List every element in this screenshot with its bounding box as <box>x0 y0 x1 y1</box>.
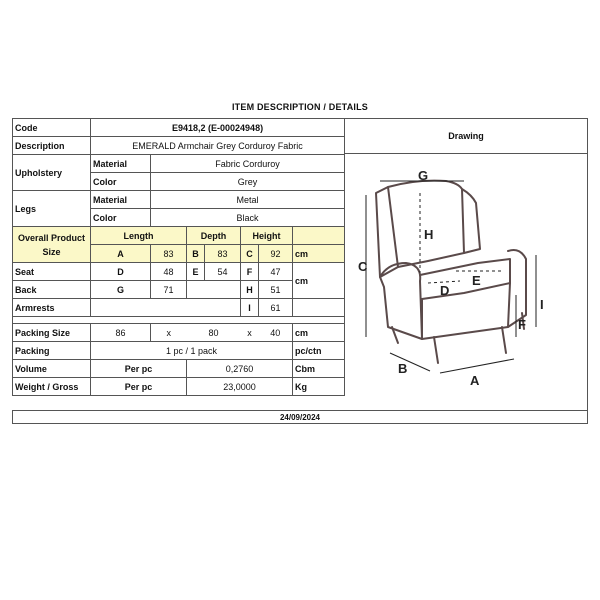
code-i: I <box>241 299 259 317</box>
seat-label: Seat <box>13 263 91 281</box>
overall-size-label: Overall Product Size <box>13 227 91 263</box>
packing-size-row <box>13 324 345 342</box>
back-label: Back <box>13 281 91 299</box>
packing-size-unit: cm <box>293 324 345 342</box>
legs-color-label: Color <box>91 209 151 227</box>
armrests-blank <box>91 299 241 317</box>
chair-seat <box>420 259 510 299</box>
code-f: F <box>241 263 259 281</box>
drawing-panel <box>344 118 588 424</box>
chair-leg-front-right <box>502 327 506 353</box>
value-c: 92 <box>259 245 293 263</box>
depth-header: Depth <box>187 227 241 245</box>
spacer-row <box>13 317 345 324</box>
letter-h: H <box>424 227 434 242</box>
legs-color-value: Black <box>151 209 345 227</box>
drawing-title: Drawing <box>344 119 588 154</box>
height-header: Height <box>241 227 293 245</box>
letter-a: A <box>470 373 480 388</box>
page-title: ITEM DESCRIPTION / DETAILS <box>231 102 369 112</box>
description-row <box>13 137 345 155</box>
letter-f: F <box>518 317 526 332</box>
code-h: H <box>241 281 259 299</box>
value-h: 51 <box>259 281 293 299</box>
description-value: EMERALD Armchair Grey Corduroy Fabric <box>91 137 345 155</box>
value-e: 54 <box>205 263 241 281</box>
upholstery-label: Upholstery <box>13 155 91 191</box>
packing-value: 1 pc / 1 pack <box>91 342 293 360</box>
code-c: C <box>241 245 259 263</box>
legs-label: Legs <box>13 191 91 227</box>
armchair-drawing <box>358 167 572 407</box>
spec-table <box>12 118 345 396</box>
letter-d: D <box>440 283 450 298</box>
letter-e: E <box>472 273 481 288</box>
upholstery-material-label: Material <box>91 155 151 173</box>
packing-length: 86 <box>91 324 151 342</box>
chair-left-wing <box>376 187 398 277</box>
code-b: B <box>187 245 205 263</box>
value-f: 47 <box>259 263 293 281</box>
packing-size-label: Packing Size <box>13 324 91 342</box>
length-header: Length <box>91 227 187 245</box>
legs-material-label: Material <box>91 191 151 209</box>
packing-label: Packing <box>13 342 91 360</box>
overall-unit: cm <box>293 245 345 263</box>
value-i: 61 <box>259 299 293 317</box>
weight-label: Weight / Gross <box>13 378 91 396</box>
weight-unit: Kg <box>293 378 345 396</box>
letter-b: B <box>398 361 408 376</box>
value-a: 83 <box>151 245 187 263</box>
weight-per: Per pc <box>91 378 187 396</box>
dimension-b-line <box>390 353 430 371</box>
weight-value: 23,0000 <box>187 378 293 396</box>
upholstery-material-row <box>13 155 345 173</box>
weight-row <box>13 378 345 396</box>
code-label: Code <box>13 119 91 137</box>
upholstery-color-label: Color <box>91 173 151 191</box>
value-b: 83 <box>205 245 241 263</box>
packing-x1: x <box>151 324 187 342</box>
seat-row <box>13 263 345 281</box>
volume-unit: Cbm <box>293 360 345 378</box>
volume-row <box>13 360 345 378</box>
chair-base <box>422 283 510 339</box>
code-d: D <box>91 263 151 281</box>
value-d: 48 <box>151 263 187 281</box>
code-value: E9418,2 (E-00024948) <box>91 119 345 137</box>
packing-row <box>13 342 345 360</box>
legs-material-value: Metal <box>151 191 345 209</box>
letter-c: C <box>358 259 368 274</box>
date-stamp: 24/09/2024 <box>12 410 588 424</box>
packing-width: 80 <box>187 324 241 342</box>
code-a: A <box>91 245 151 263</box>
chair-leg-front-left <box>434 337 438 363</box>
value-g: 71 <box>151 281 187 299</box>
code-row <box>13 119 345 137</box>
legs-material-row <box>13 191 345 209</box>
packing-x2: x <box>241 324 259 342</box>
volume-per: Per pc <box>91 360 187 378</box>
armrests-unit-blank <box>293 299 345 317</box>
volume-value: 0,2760 <box>187 360 293 378</box>
code-g: G <box>91 281 151 299</box>
packing-unit: pc/ctn <box>293 342 345 360</box>
upholstery-material-value: Fabric Corduroy <box>151 155 345 173</box>
code-e: E <box>187 263 205 281</box>
letter-i: I <box>540 297 544 312</box>
back-blank <box>187 281 241 299</box>
header-blank <box>293 227 345 245</box>
letter-g: G <box>418 168 429 183</box>
volume-label: Volume <box>13 360 91 378</box>
seat-back-unit: cm <box>293 263 345 299</box>
armrests-label: Armrests <box>13 299 91 317</box>
upholstery-color-value: Grey <box>151 173 345 191</box>
spacer <box>13 317 345 324</box>
packing-height: 40 <box>259 324 293 342</box>
dimension-a-line <box>440 359 514 373</box>
description-label: Description <box>13 137 91 155</box>
armrests-row <box>13 299 345 317</box>
chair-back-outline <box>388 181 464 267</box>
overall-header-row <box>13 227 345 245</box>
